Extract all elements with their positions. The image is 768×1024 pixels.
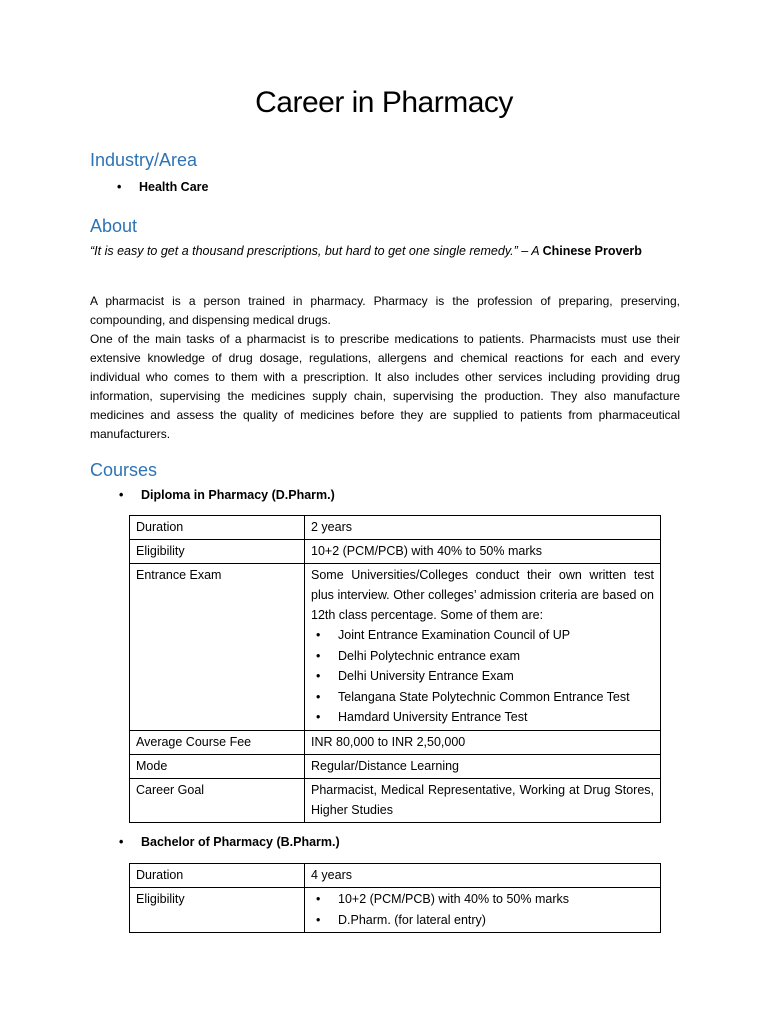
entrance-description: Some Universities/Colleges conduct their own written test plus interview. Other colleges’ admission criteria are based on 12th class percentage. Some of them are: bbox=[311, 568, 654, 622]
quote-source: Chinese Proverb bbox=[542, 244, 642, 258]
table-row bbox=[130, 864, 661, 888]
about-heading: About bbox=[90, 216, 138, 236]
diploma-table bbox=[129, 515, 661, 823]
table-cell: Average Course Fee bbox=[130, 730, 305, 754]
list-item: • Joint Entrance Examination Council of UP bbox=[311, 625, 654, 646]
list-item: • 10+2 (PCM/PCB) with 40% to 50% marks bbox=[311, 889, 654, 910]
table-cell bbox=[305, 564, 661, 731]
eligibility-list bbox=[311, 889, 654, 930]
courses-heading: Courses bbox=[90, 460, 158, 480]
table-cell: Duration bbox=[130, 516, 305, 540]
table-cell bbox=[305, 888, 661, 933]
table-cell: Eligibility bbox=[130, 540, 305, 564]
table-cell: INR 80,000 to INR 2,50,000 bbox=[305, 730, 661, 754]
entrance-exam-list bbox=[311, 625, 654, 728]
bullet-icon: • bbox=[119, 488, 124, 502]
table-row bbox=[130, 754, 661, 778]
table-row bbox=[130, 730, 661, 754]
page-title: Career in Pharmacy bbox=[255, 86, 513, 119]
about-paragraph-1: A pharmacist is a person trained in pharmacy. Pharmacy is the profession of preparing, preserving, compounding, and dispensing medical drugs. bbox=[90, 294, 680, 327]
list-item: • Telangana State Polytechnic Common Entrance Test bbox=[311, 687, 654, 708]
table-cell: Entrance Exam bbox=[130, 564, 305, 731]
bachelor-table bbox=[129, 863, 661, 933]
table-cell: Duration bbox=[130, 864, 305, 888]
table-cell: 10+2 (PCM/PCB) with 40% to 50% marks bbox=[305, 540, 661, 564]
table-cell: 2 years bbox=[305, 516, 661, 540]
table-row bbox=[130, 778, 661, 822]
table-cell: Eligibility bbox=[130, 888, 305, 933]
list-item: • D.Pharm. (for lateral entry) bbox=[311, 910, 654, 931]
list-item: • Delhi University Entrance Exam bbox=[311, 666, 654, 687]
proverb-quote: “It is easy to get a thousand prescriptions, but hard to get one single remedy.” – A Chinese Proverb bbox=[90, 244, 642, 258]
table-cell: Regular/Distance Learning bbox=[305, 754, 661, 778]
table-cell: Career Goal bbox=[130, 778, 305, 822]
table-row bbox=[130, 516, 661, 540]
table-row bbox=[130, 888, 661, 933]
bullet-icon: • bbox=[119, 835, 124, 849]
list-item: • Hamdard University Entrance Test bbox=[311, 707, 654, 728]
industry-heading: Industry/Area bbox=[90, 150, 198, 170]
table-row bbox=[130, 564, 661, 731]
table-cell: Pharmacist, Medical Representative, Working at Drug Stores, Higher Studies bbox=[305, 778, 661, 822]
table-cell: 4 years bbox=[305, 864, 661, 888]
table-row bbox=[130, 540, 661, 564]
document-page: Career in Pharmacy Industry/Area • Health Care About “It is easy to get a thousand prescriptions, but hard to get one single remedy.” – A Chinese Proverb A pharmacist is a person trained in pharmacy. Pharmacy is the profession of preparing, preserving, compounding, and dispensing medical drugs. One of the main tasks of a pharmacist is to prescribe medications to patients. Pharmacists must use their extensive knowledge of drug dosage, regulations, allergens and chemical reactions for each and every individual who comes to them with a prescription. It also includes other services including providing drug information, supervising the medicines supply chain, supervising the production. They also manufacture medicines and assess the quality of medicines before they are supplied to patients from pharmaceutical manufacturers. Courses • Diploma in Pharmacy (D.Pharm.) Duration 2 years Eligibility 10+2 (PCM/PCB) with 40% to 50% marks Entrance Exam Some Universities/Colleges conduct their own written test plus interview. Other colleges’ admission criteria are based on 12th class percentage. Some of them are: • Joint Entrance Examination Council of UP • Delhi Polytechnic entrance exam • Delhi University Entrance Exam • Telangana State Polytechnic Common Entrance Test • Hamdard University Entrance Test Average Course Fee INR 80,000 to INR 2,50,000 Mode Regular/Distance Learning Career Goal Pharmacist, Medical Representative, Working at Drug Stores, Higher Studies • Bachelor of Pharmacy (B.Pharm.) Duration 4 years Eligibility • 10+2 (PCM/PCB) with 40% to 50% marks • D.Pharm. (for lateral entry) bbox=[0, 0, 768, 1024]
list-item: • Delhi Polytechnic entrance exam bbox=[311, 646, 654, 667]
bullet-icon: • bbox=[117, 180, 122, 194]
table-cell: Mode bbox=[130, 754, 305, 778]
about-paragraph-2: One of the main tasks of a pharmacist is to prescribe medications to patients. Pharmacists must use their extensive knowledge of drug dosage, regulations, allergens and chemical reactions for each and every individual who comes to them with a prescription. It also includes other services including providing drug information, supervising the medicines supply chain, supervising the production. They also manufacture medicines and assess the quality of medicines before they are supplied to patients from pharmaceutical manufacturers. bbox=[90, 332, 680, 441]
